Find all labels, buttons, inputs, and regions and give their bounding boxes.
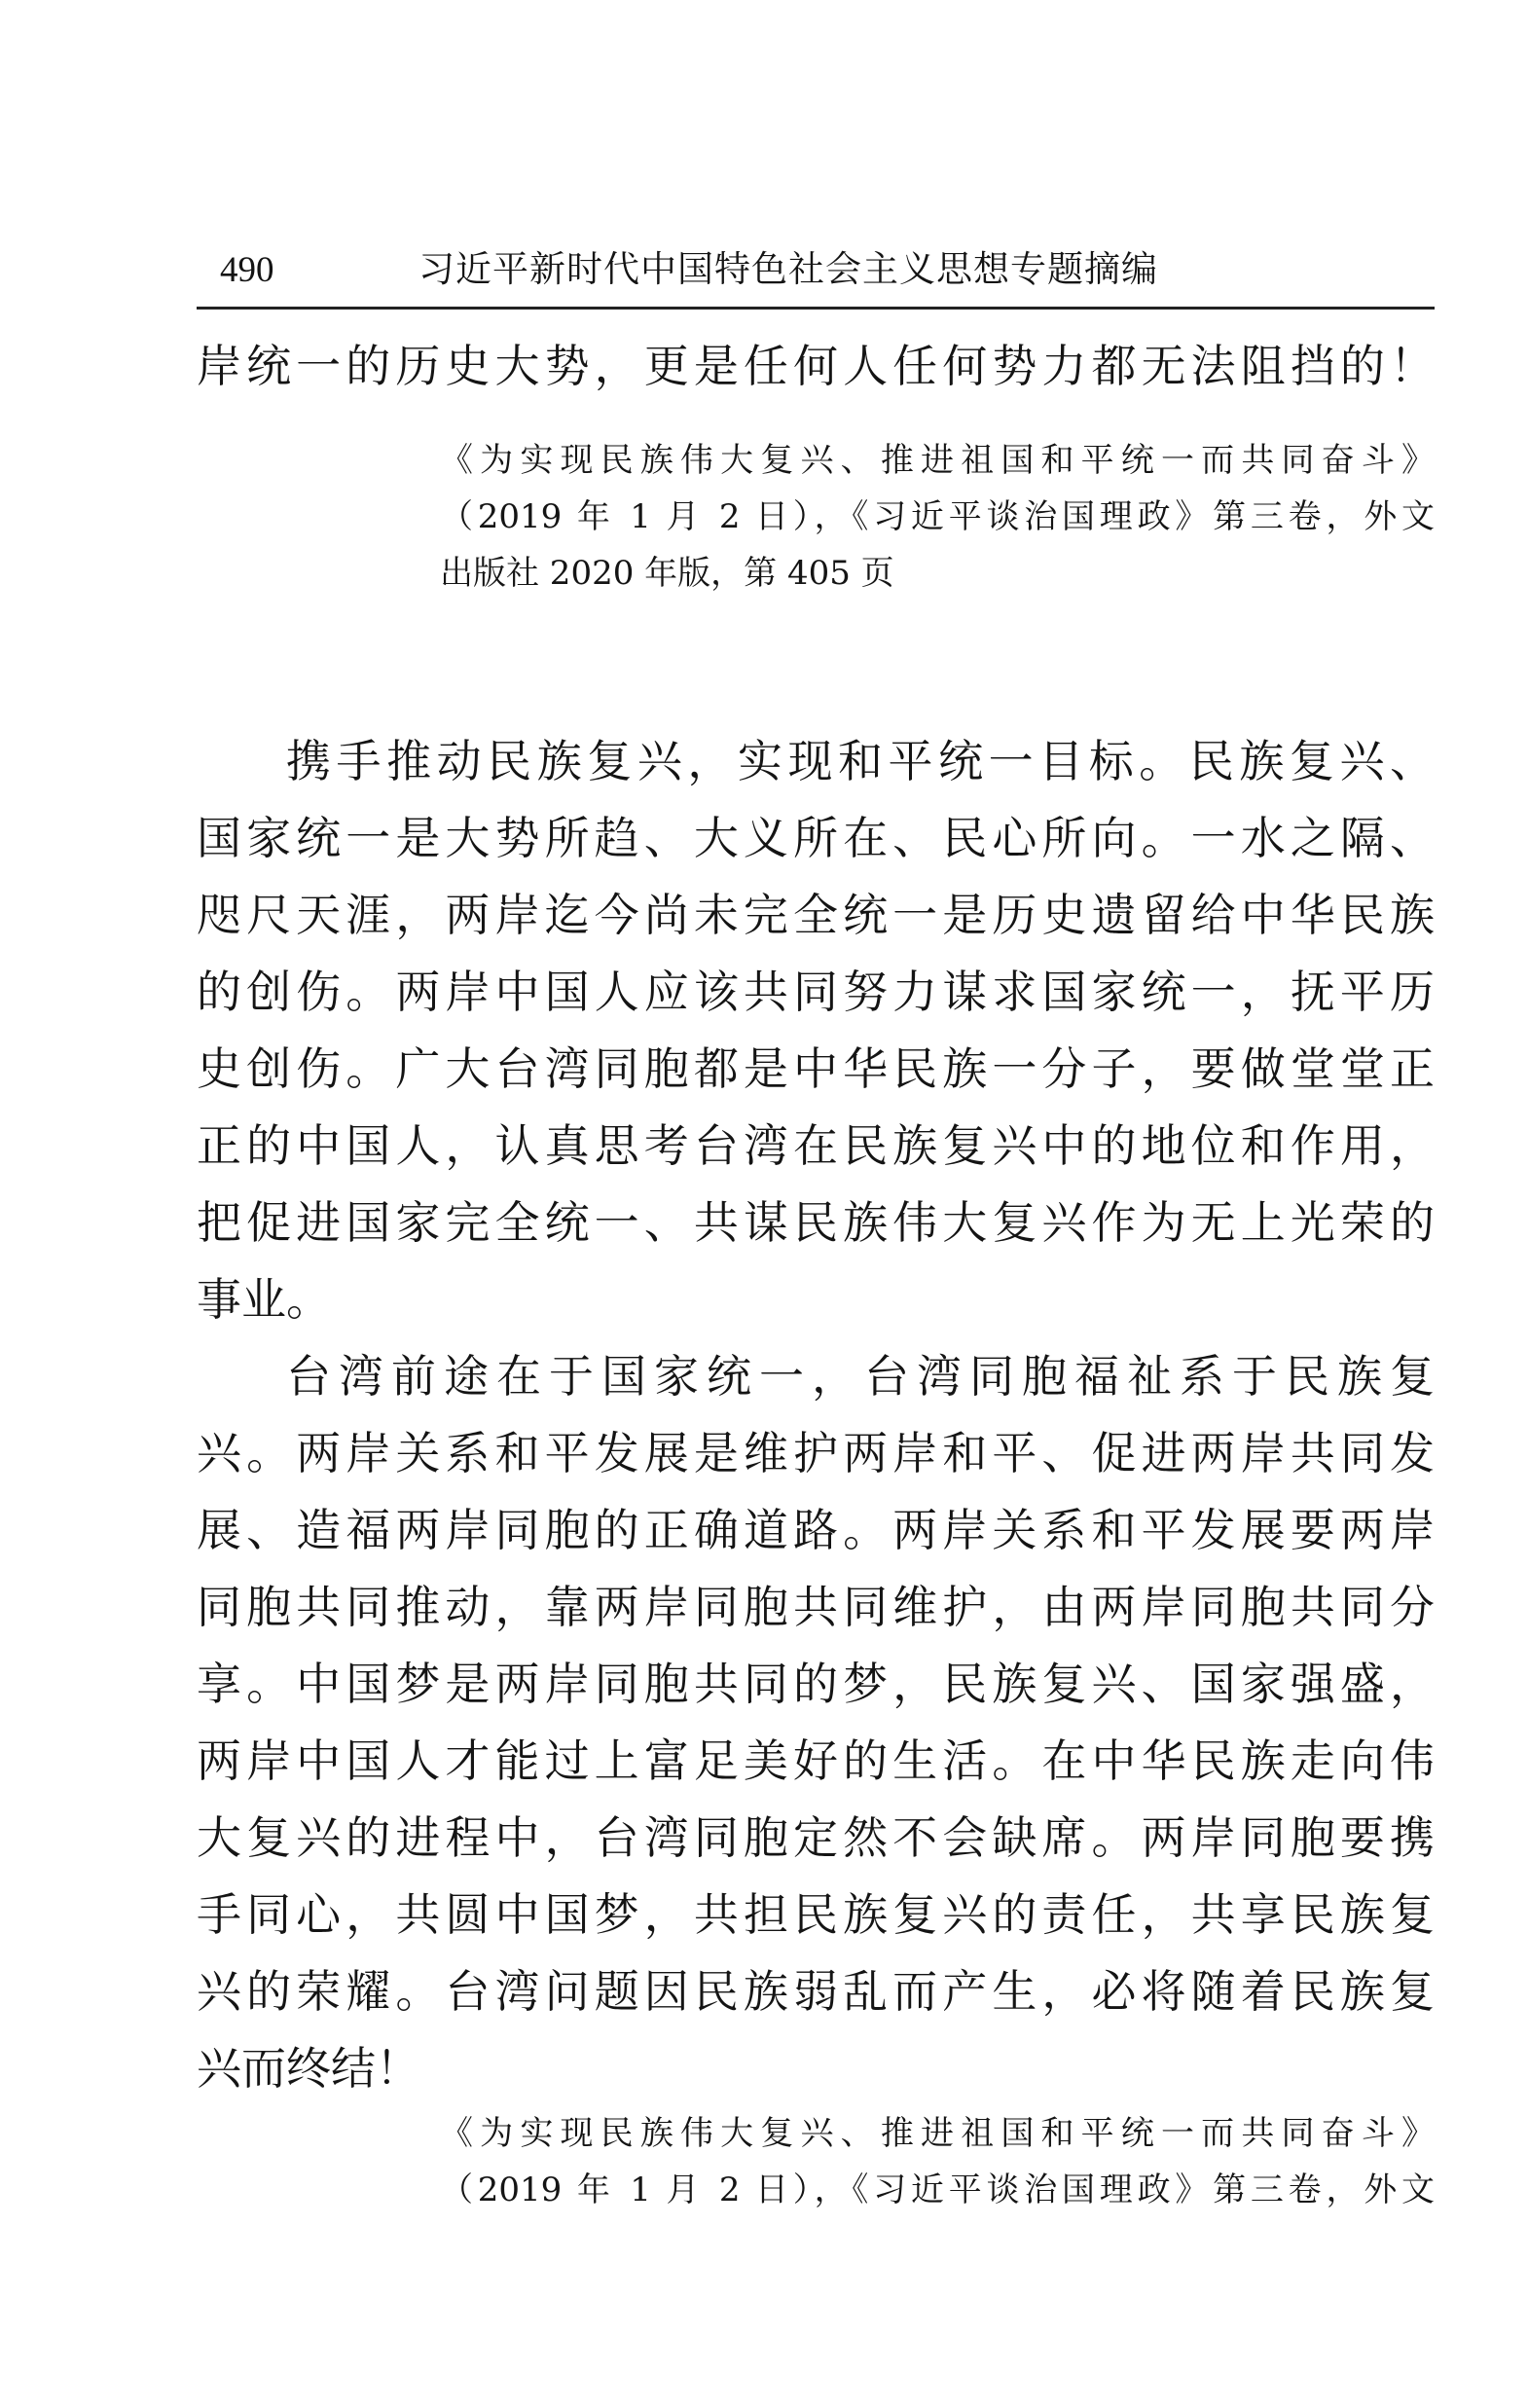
body-line: 享。中国梦是两岸同胞共同的梦，民族复兴、国家强盛， xyxy=(197,1658,1435,1710)
body-line: 大复兴的进程中，台湾同胞定然不会缺席。两岸同胞要携 xyxy=(197,1811,1435,1864)
body-line: 咫尺天涯，两岸迄今尚未完全统一是历史遗留给中华民族 xyxy=(197,889,1435,941)
citation-line: （2019 年 1 月 2 日），《习近平谈治国理政》第三卷，外文 xyxy=(440,2171,1435,2209)
body-line: 事业。 xyxy=(197,1273,331,1326)
citation-line: 《为实现民族伟大复兴、推进祖国和平统一而共同奋斗》 xyxy=(440,2114,1435,2153)
body-line: 展、造福两岸同胞的正确道路。两岸关系和平发展要两岸 xyxy=(197,1504,1435,1556)
body-line: 同胞共同推动，靠两岸同胞共同维护，由两岸同胞共同分 xyxy=(197,1581,1435,1633)
body-line: 兴而终结！ xyxy=(197,2042,420,2095)
body-line: 的创伤。两岸中国人应该共同努力谋求国家统一，抚平历 xyxy=(197,966,1435,1018)
body-line: 携手推动民族复兴，实现和平统一目标。民族复兴、 xyxy=(286,735,1435,787)
body-line: 岸统一的历史大势，更是任何人任何势力都无法阻挡的！ xyxy=(197,340,1435,392)
citation-line: 出版社 2020 年版，第 405 页 xyxy=(440,554,894,593)
continued-text xyxy=(197,328,1435,405)
running-head: 习近平新时代中国特色社会主义思想专题摘编 xyxy=(418,248,1158,290)
citation-line: 《为实现民族伟大复兴、推进祖国和平统一而共同奋斗》 xyxy=(440,441,1435,480)
citation-line: （2019 年 1 月 2 日），《习近平谈治国理政》第三卷，外文 xyxy=(440,497,1435,536)
body-line: 国家统一是大势所趋、大义所在、民心所向。一水之隔、 xyxy=(197,812,1435,864)
page-header xyxy=(197,241,1435,306)
body-line: 兴的荣耀。台湾问题因民族弱乱而产生，必将随着民族复 xyxy=(197,1965,1435,2018)
body-line: 台湾前途在于国家统一，台湾同胞福祉系于民族复 xyxy=(286,1350,1435,1403)
citation-2 xyxy=(440,2105,1435,2218)
body-line: 把促进国家完全统一、共谋民族伟大复兴作为无上光荣的 xyxy=(197,1196,1435,1249)
header-rule xyxy=(197,307,1435,310)
paragraph-2 xyxy=(197,1338,1435,2107)
paragraph-1 xyxy=(197,723,1435,1338)
body-line: 正的中国人，认真思考台湾在民族复兴中的地位和作用， xyxy=(197,1119,1435,1172)
body-line: 两岸中国人才能过上富足美好的生活。在中华民族走向伟 xyxy=(197,1734,1435,1787)
body-line: 兴。两岸关系和平发展是维护两岸和平、促进两岸共同发 xyxy=(197,1427,1435,1479)
body-line: 手同心，共圆中国梦，共担民族复兴的责任，共享民族复 xyxy=(197,1888,1435,1941)
page-number: 490 xyxy=(220,250,274,290)
citation-1 xyxy=(440,432,1435,602)
body-line: 史创伤。广大台湾同胞都是中华民族一分子，要做堂堂正 xyxy=(197,1042,1435,1095)
